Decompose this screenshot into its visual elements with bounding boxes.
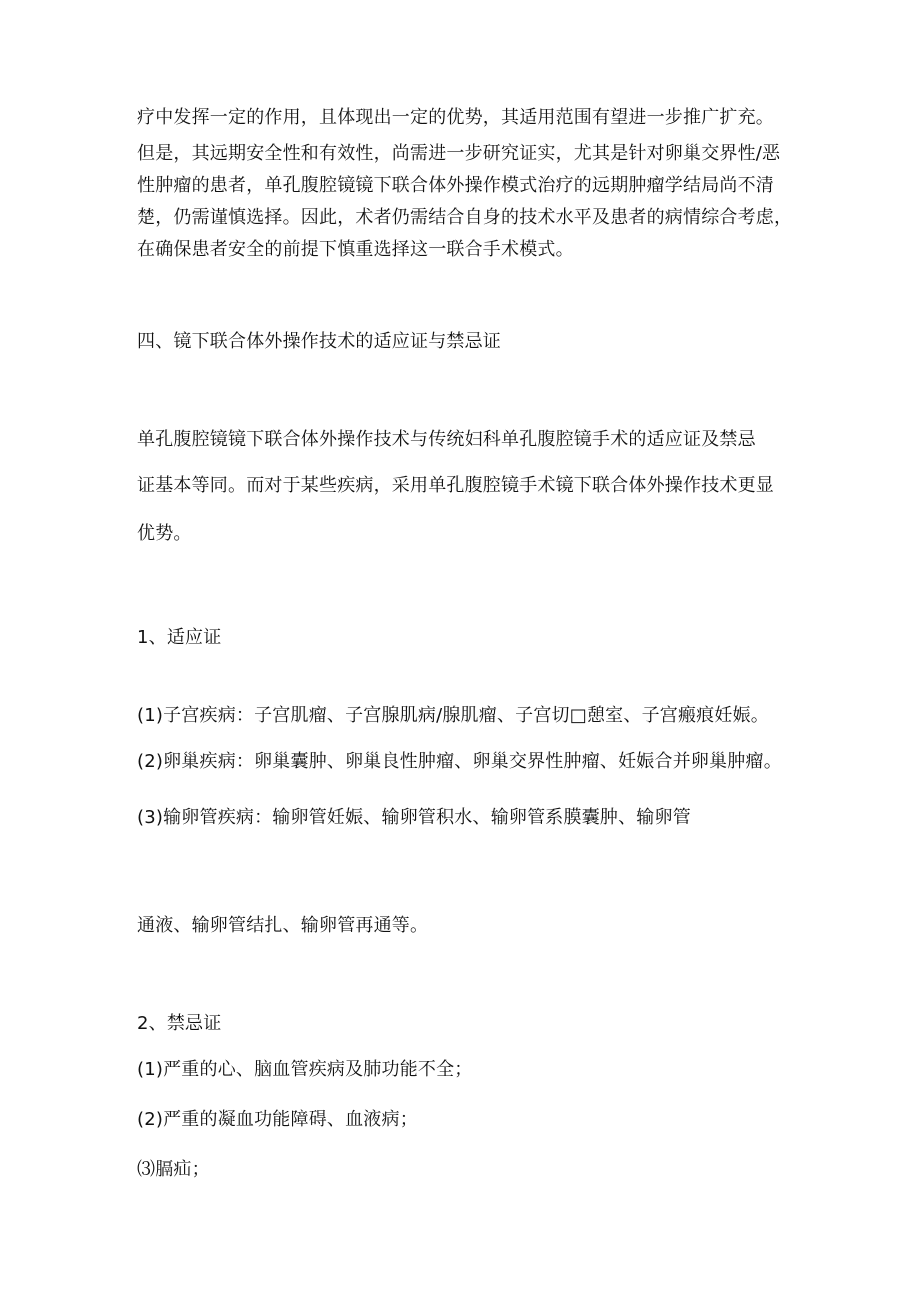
paragraph-line: 证基本等同。而对于某些疾病，采用单孔腹腔镜手术镜下联合体外操作技术更显 — [137, 475, 774, 496]
indication-item: (1)子宫疾病：子宫肌瘤、子宫腺肌病/腺肌瘤、子宫切□憩室、子宫瘢痕妊娠。 — [137, 705, 769, 726]
section-heading: 四、镜下联合体外操作技术的适应证与禁忌证 — [137, 331, 501, 352]
indications-heading: 1、适应证 — [137, 627, 222, 648]
indication-continuation: 通液、输卵管结扎、输卵管再通等。 — [137, 915, 429, 936]
contraindication-item: (2)严重的凝血功能障碍、血液病； — [137, 1109, 418, 1130]
contraindication-item: (1)严重的心、脑血管疾病及肺功能不全； — [137, 1059, 473, 1080]
paragraph-line: 优势。 — [137, 523, 192, 544]
paragraph-line: 但是，其远期安全性和有效性，尚需进一步研究证实，尤其是针对卵巢交界性/恶 — [137, 143, 781, 164]
paragraph-line: 在确保患者安全的前提下慎重选择这一联合手术模式。 — [137, 239, 574, 260]
paragraph-line: 性肿瘤的患者，单孔腹腔镜镜下联合体外操作模式治疗的远期肿瘤学结局尚不清 — [137, 175, 774, 196]
indication-item: (3)输卵管疾病：输卵管妊娠、输卵管积水、输卵管系膜囊肿、输卵管 — [137, 807, 691, 828]
paragraph-line: 楚，仍需谨慎选择。因此，术者仍需结合自身的技术水平及患者的病情综合考虑， — [137, 207, 793, 228]
contraindication-item: ⑶膈疝； — [137, 1159, 210, 1180]
contraindications-heading: 2、禁忌证 — [137, 1013, 222, 1034]
paragraph-line: 疗中发挥一定的作用，且体现出一定的优势，其适用范围有望进一步推广扩充。 — [137, 107, 774, 128]
paragraph-line: 单孔腹腔镜镜下联合体外操作技术与传统妇科单孔腹腔镜手术的适应证及禁忌 — [137, 429, 756, 450]
indication-item: (2)卵巢疾病：卵巢囊肿、卵巢良性肿瘤、卵巢交界性肿瘤、妊娠合并卵巢肿瘤。 — [137, 751, 782, 772]
